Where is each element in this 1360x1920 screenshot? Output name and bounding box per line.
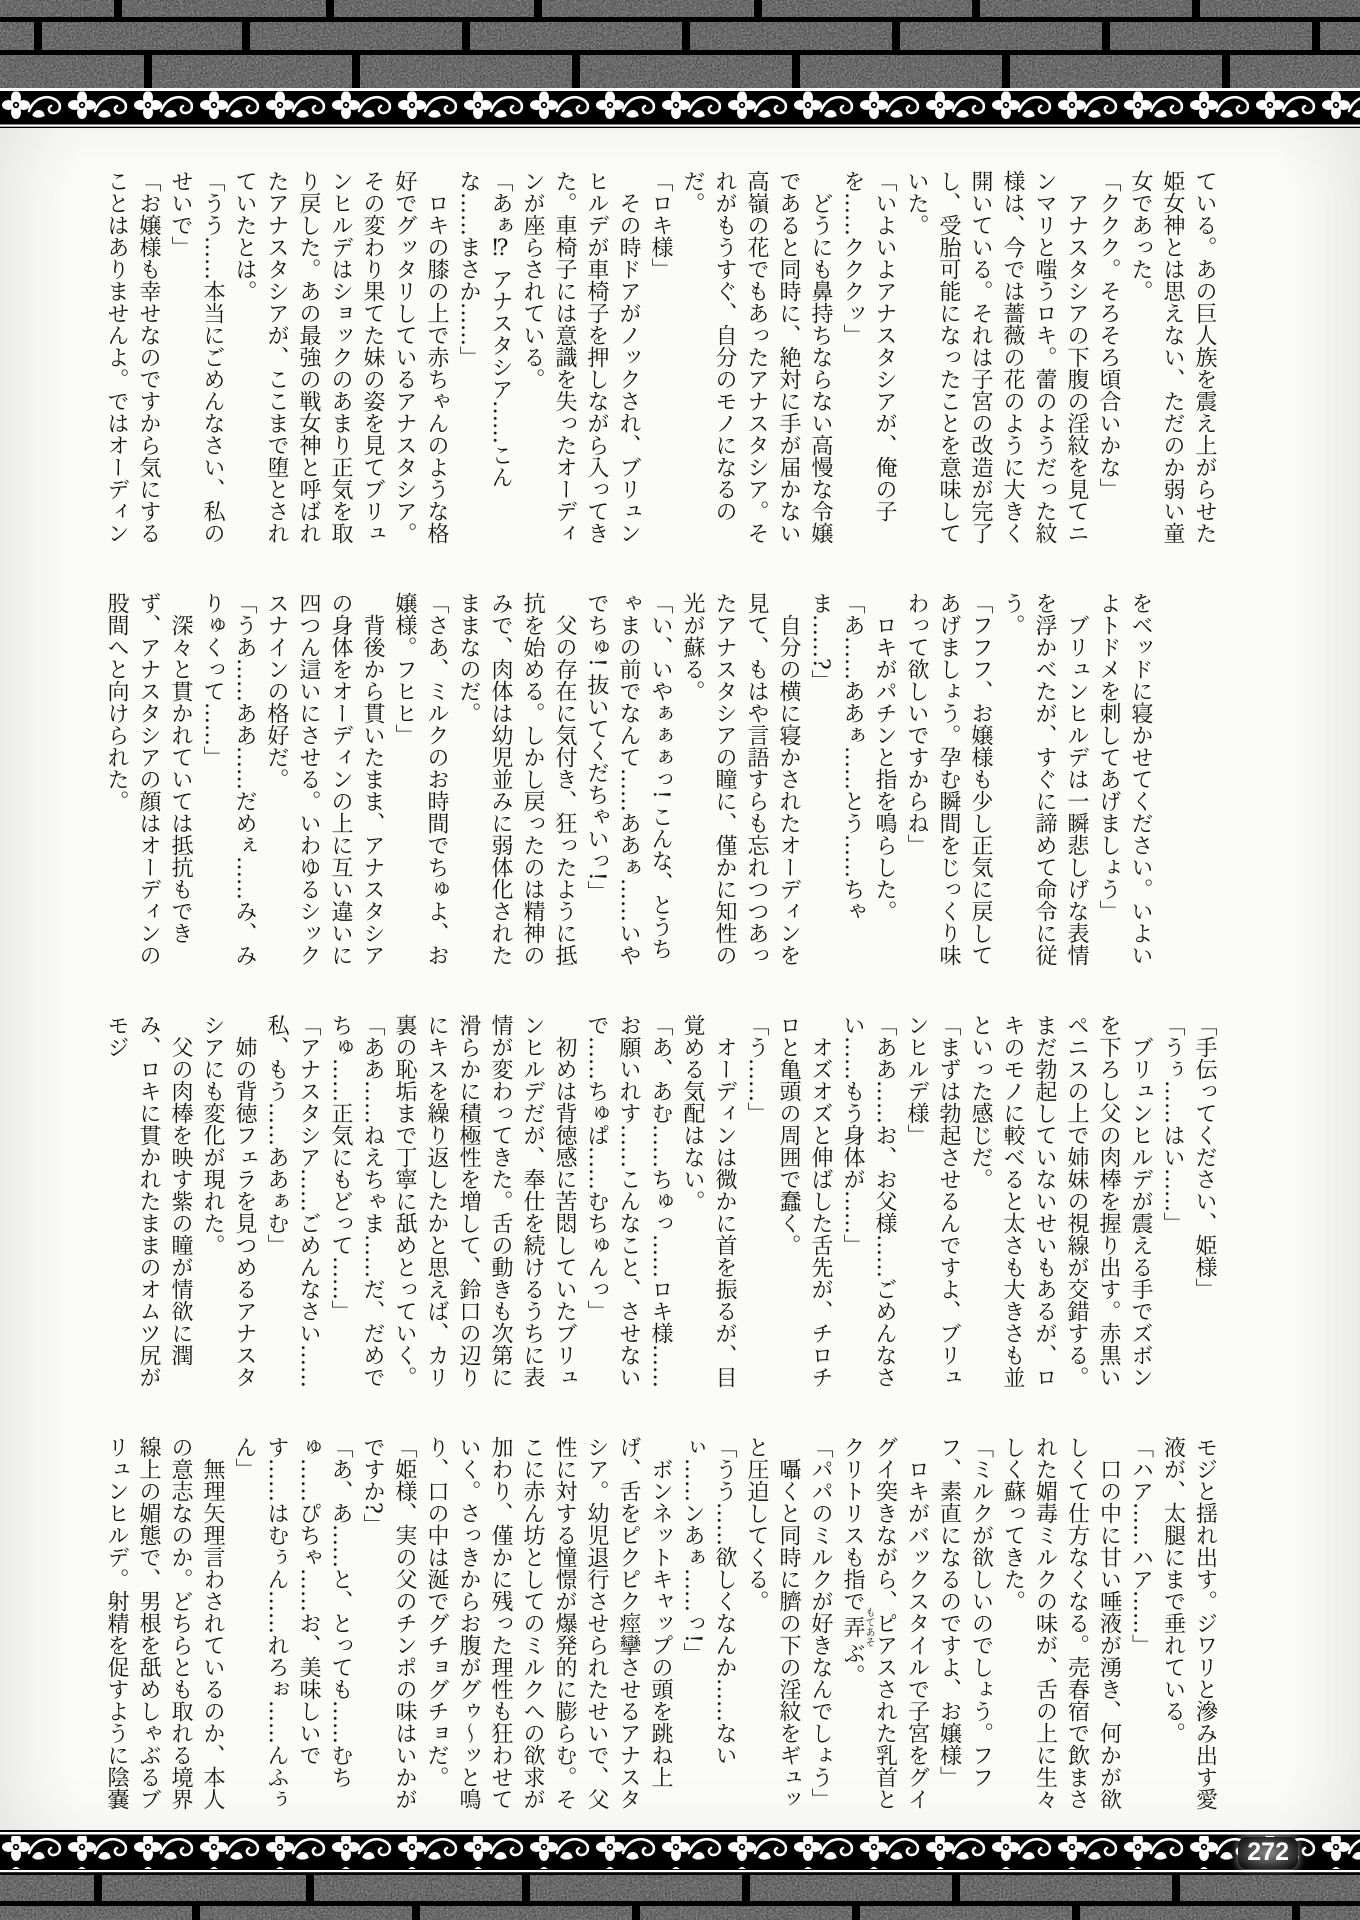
dialogue-paragraph: 「うう……本当にごめんなさい、私のせいで」 <box>168 170 225 544</box>
dialogue-paragraph: 「パパのミルクが好きなんでしょう」 <box>808 1436 833 1810</box>
narration-paragraph: 無理矢理言わされているのか、本人の意志なのか。どちらとも取れる境界線上の媚態で、男根を舐めしゃぶるブリュンヒルデ。射精を促すように陰嚢 <box>104 1436 225 1810</box>
dialogue-paragraph: 「ククク。そろそろ頃合いかな」 <box>1096 170 1121 500</box>
dialogue-paragraph: 「ああ……お、お父様……ごめんなさい……もう身体が……」 <box>840 1014 897 1388</box>
dialogue-paragraph: 「あ、あむ……ちゅっ……ロキ様……お願いれす……こんなこと、させないで……ちゅぱ……むちゅんっ」 <box>584 1014 673 1388</box>
dialogue-paragraph: 「手伝ってください、姫様」 <box>1192 1014 1217 1300</box>
top-ornament-border <box>0 88 1360 128</box>
dialogue-paragraph: 「ロキ様」 <box>648 170 673 280</box>
narration-paragraph: どうにも鼻持ちならない高慢な令嬢であると同時に、絶対に手が届かない高嶺の花でもあったアナスタシア。それがもうすぐ、自分のモノになるのだ。 <box>680 170 833 544</box>
bottom-ornament-border <box>0 1830 1360 1875</box>
bottom-brick-border <box>0 1875 1360 1920</box>
dialogue-paragraph: 「あ……ああぁ……とう……ちゃま……?」 <box>808 592 865 922</box>
narration-paragraph: ロキがバックスタイルで子宮をグイグイ突きながら、ピアスされた乳首とクリトリスも指で弄もてあそぶ。 <box>840 1436 930 1810</box>
narration-paragraph: 父の存在に気付き、狂ったように抵抗を始める。しかし戻ったのは精神のみで、肉体は幼児並みに弱体化されたままなのだ。 <box>456 592 577 966</box>
narration-paragraph: ている。あの巨人族を震え上がらせた姫女神とは思えない、ただのか弱い童女であった。 <box>1128 170 1217 544</box>
dialogue-paragraph: 「フフフ、お嬢様も少し正気に戻してあげましょう。孕む瞬間をじっくり味わって欲しいですからね」 <box>904 592 993 966</box>
narration-paragraph: アナスタシアの下腹の淫紋を見てニンマリと嗤うロキ。蕾のようだった紋様は、今では薔薇の花のように大きく開いている。それは子宮の改造が完了し、受胎可能になったことを意味していた。 <box>904 170 1089 544</box>
narration-paragraph: その時ドアがノックされ、ブリュンヒルデが車椅子を押しながら入ってきた。車椅子には意識を失ったオーディンが座らされている。 <box>520 170 641 544</box>
dialogue-paragraph: 「ああ……ねえちゃま……だ、だめでちゅ……正気にもどって……」 <box>328 1014 385 1388</box>
narration-paragraph: ブリュンヒルデが震える手でズボンを下ろし父の肉棒を握り出す。赤黒いペニスの上で姉妹の視線が交錯する。まだ勃起していないせいもあるが、ロキのモノに較べると太さも大きさも並といった感じだ。 <box>968 1014 1153 1388</box>
text-band-1 <box>100 170 1220 545</box>
dialogue-paragraph: 「い、いやぁぁぁっ! こんな、とうちゃまの前でなんて……ああぁ……いやでちゅ! 抜いてくだちゃいっ!」 <box>584 592 673 966</box>
dialogue-paragraph: 「うあ……ああ……だめぇ……み、みりゅくって……」 <box>200 592 257 966</box>
narration-paragraph: ロキがパチンと指を鳴らした。 <box>872 614 897 922</box>
narration-paragraph: をベッドに寝かせてください。いよいよトドメを刺してあげましょう」 <box>1096 592 1153 966</box>
dialogue-paragraph: 「うぅ……はい……」 <box>1160 1014 1185 1234</box>
narration-paragraph: ボンネットキャップの頭を跳ね上げ、舌をピクピク痙攣させるアナスタシア。幼児退行させられたせいで、父性に対する憧憬が爆発的に膨らむ。そこに赤ん坊としてのミルクへの欲求が加わり、僅かに残った理性も狂わせていく。さっきからお腹がグゥ〜ッと鳴り、口の中は涎でグチョグチョだ。 <box>424 1436 673 1810</box>
narration-paragraph: 深々と貫かれていては抵抗もできず、アナスタシアの顔はオーディンの股間へと向けられた。 <box>104 592 193 966</box>
narration-paragraph: 囁くと同時に臍の下の淫紋をギュッと圧迫してくる。 <box>744 1436 801 1810</box>
dialogue-paragraph: 「ハア……ハア……」 <box>1128 1436 1154 1656</box>
narration-paragraph: モジと揺れ出す。ジワリと滲み出す愛液が、太腿にまで垂れている。 <box>1160 1436 1218 1810</box>
dialogue-paragraph: 「まずは勃起させるんですよ、ブリュンヒルデ様」 <box>904 1014 961 1388</box>
dialogue-paragraph: 「うう……欲しくなんか……ないぃ……ンあぁ……っ!」 <box>680 1436 737 1766</box>
narration-paragraph: 口の中に甘い唾液が湧き、何かが欲しくて仕方なくなる。売春宿で飲まされた媚毒ミルクの味が、舌の上に生々しく蘇ってきた。 <box>1000 1436 1122 1810</box>
narration-paragraph: 姉の背徳フェラを見つめるアナスタシアにも変化が現れた。 <box>200 1014 257 1388</box>
narration-paragraph: オーディンは微かに首を振るが、目覚める気配はない。 <box>680 1014 737 1388</box>
dialogue-paragraph: 「あ、あ……と、とっても……むちゅ……ぴちゃ……お、美味しいです……はむぅん……れろぉ……んふぅん」 <box>232 1436 353 1810</box>
dialogue-paragraph: 「さあ、ミルクのお時間でちゅよ、お嬢様。フヒヒ」 <box>392 592 449 966</box>
narration-paragraph: 自分の横に寝かされたオーディンを見て、もはや言語すらも忘れつつあったアナスタシアの瞳に、僅かに知性の光が蘇る。 <box>680 592 801 966</box>
narration-paragraph: オズオズと伸ばした舌先が、チロチロと亀頭の周囲で蠢く。 <box>776 1014 833 1388</box>
narration-paragraph: ロキの膝の上で赤ちゃんのような格好でグッタリしているアナスタシア。その変わり果てた妹の姿を見てブリュンヒルデはショックのあまり正気を取り戻した。あの最強の戦女神と呼ばれたアナスタシアが、ここまで堕とされていたとは。 <box>232 170 449 544</box>
narration-paragraph: ブリュンヒルデは一瞬悲しげな表情を浮かべたが、すぐに諦めて命令に従う。 <box>1000 592 1089 966</box>
dialogue-paragraph: 「アナスタシア……ごめんなさい……私、もう……ああぁむ」 <box>264 1014 321 1388</box>
dialogue-paragraph: 「姫様、実の父のチンポの味はいかがですか?」 <box>360 1436 417 1810</box>
dialogue-paragraph: 「お嬢様も幸せなのですから気にすることはありませんよ。ではオーディン <box>104 170 161 544</box>
dialogue-paragraph: 「いよいよアナスタシアが、俺の子を……クククッ」 <box>840 170 897 522</box>
text-band-4 <box>100 1436 1221 1811</box>
narration-paragraph: 父の肉棒を映す紫の瞳が情欲に潤み、ロキに貫かれたままのオムツ尻がモジ <box>104 1014 193 1388</box>
narration-paragraph: 初めは背徳感に苦悶していたブリュンヒルデだが、奉仕を続けるうちに表情が変わってきた。舌の動きも次第に滑らかに積極性を増して、鈴口の辺りにキスを繰り返したかと思えば、カリ裏の恥垢まで丁寧に舐めとっていく。 <box>392 1014 577 1388</box>
text-band-2 <box>100 592 1156 967</box>
dialogue-paragraph: 「ミルクが欲しいのでしょう。フフフ、素直になるのですよ、お嬢様」 <box>936 1436 994 1788</box>
page-number: 272 <box>1238 1837 1298 1869</box>
top-brick-border <box>0 0 1360 88</box>
text-band-3 <box>100 1014 1220 1389</box>
dialogue-paragraph: 「う……」 <box>744 1014 769 1124</box>
dialogue-paragraph: 「あぁ⁉ アナスタシア……こんな……まさか……」 <box>456 170 513 488</box>
narration-paragraph: 背後から貫いたまま、アナスタシアの身体をオーディンの上に互い違いに四つん這いにさせる。いわゆるシックスナインの格好だ。 <box>264 592 385 966</box>
page-text <box>0 128 1360 1830</box>
